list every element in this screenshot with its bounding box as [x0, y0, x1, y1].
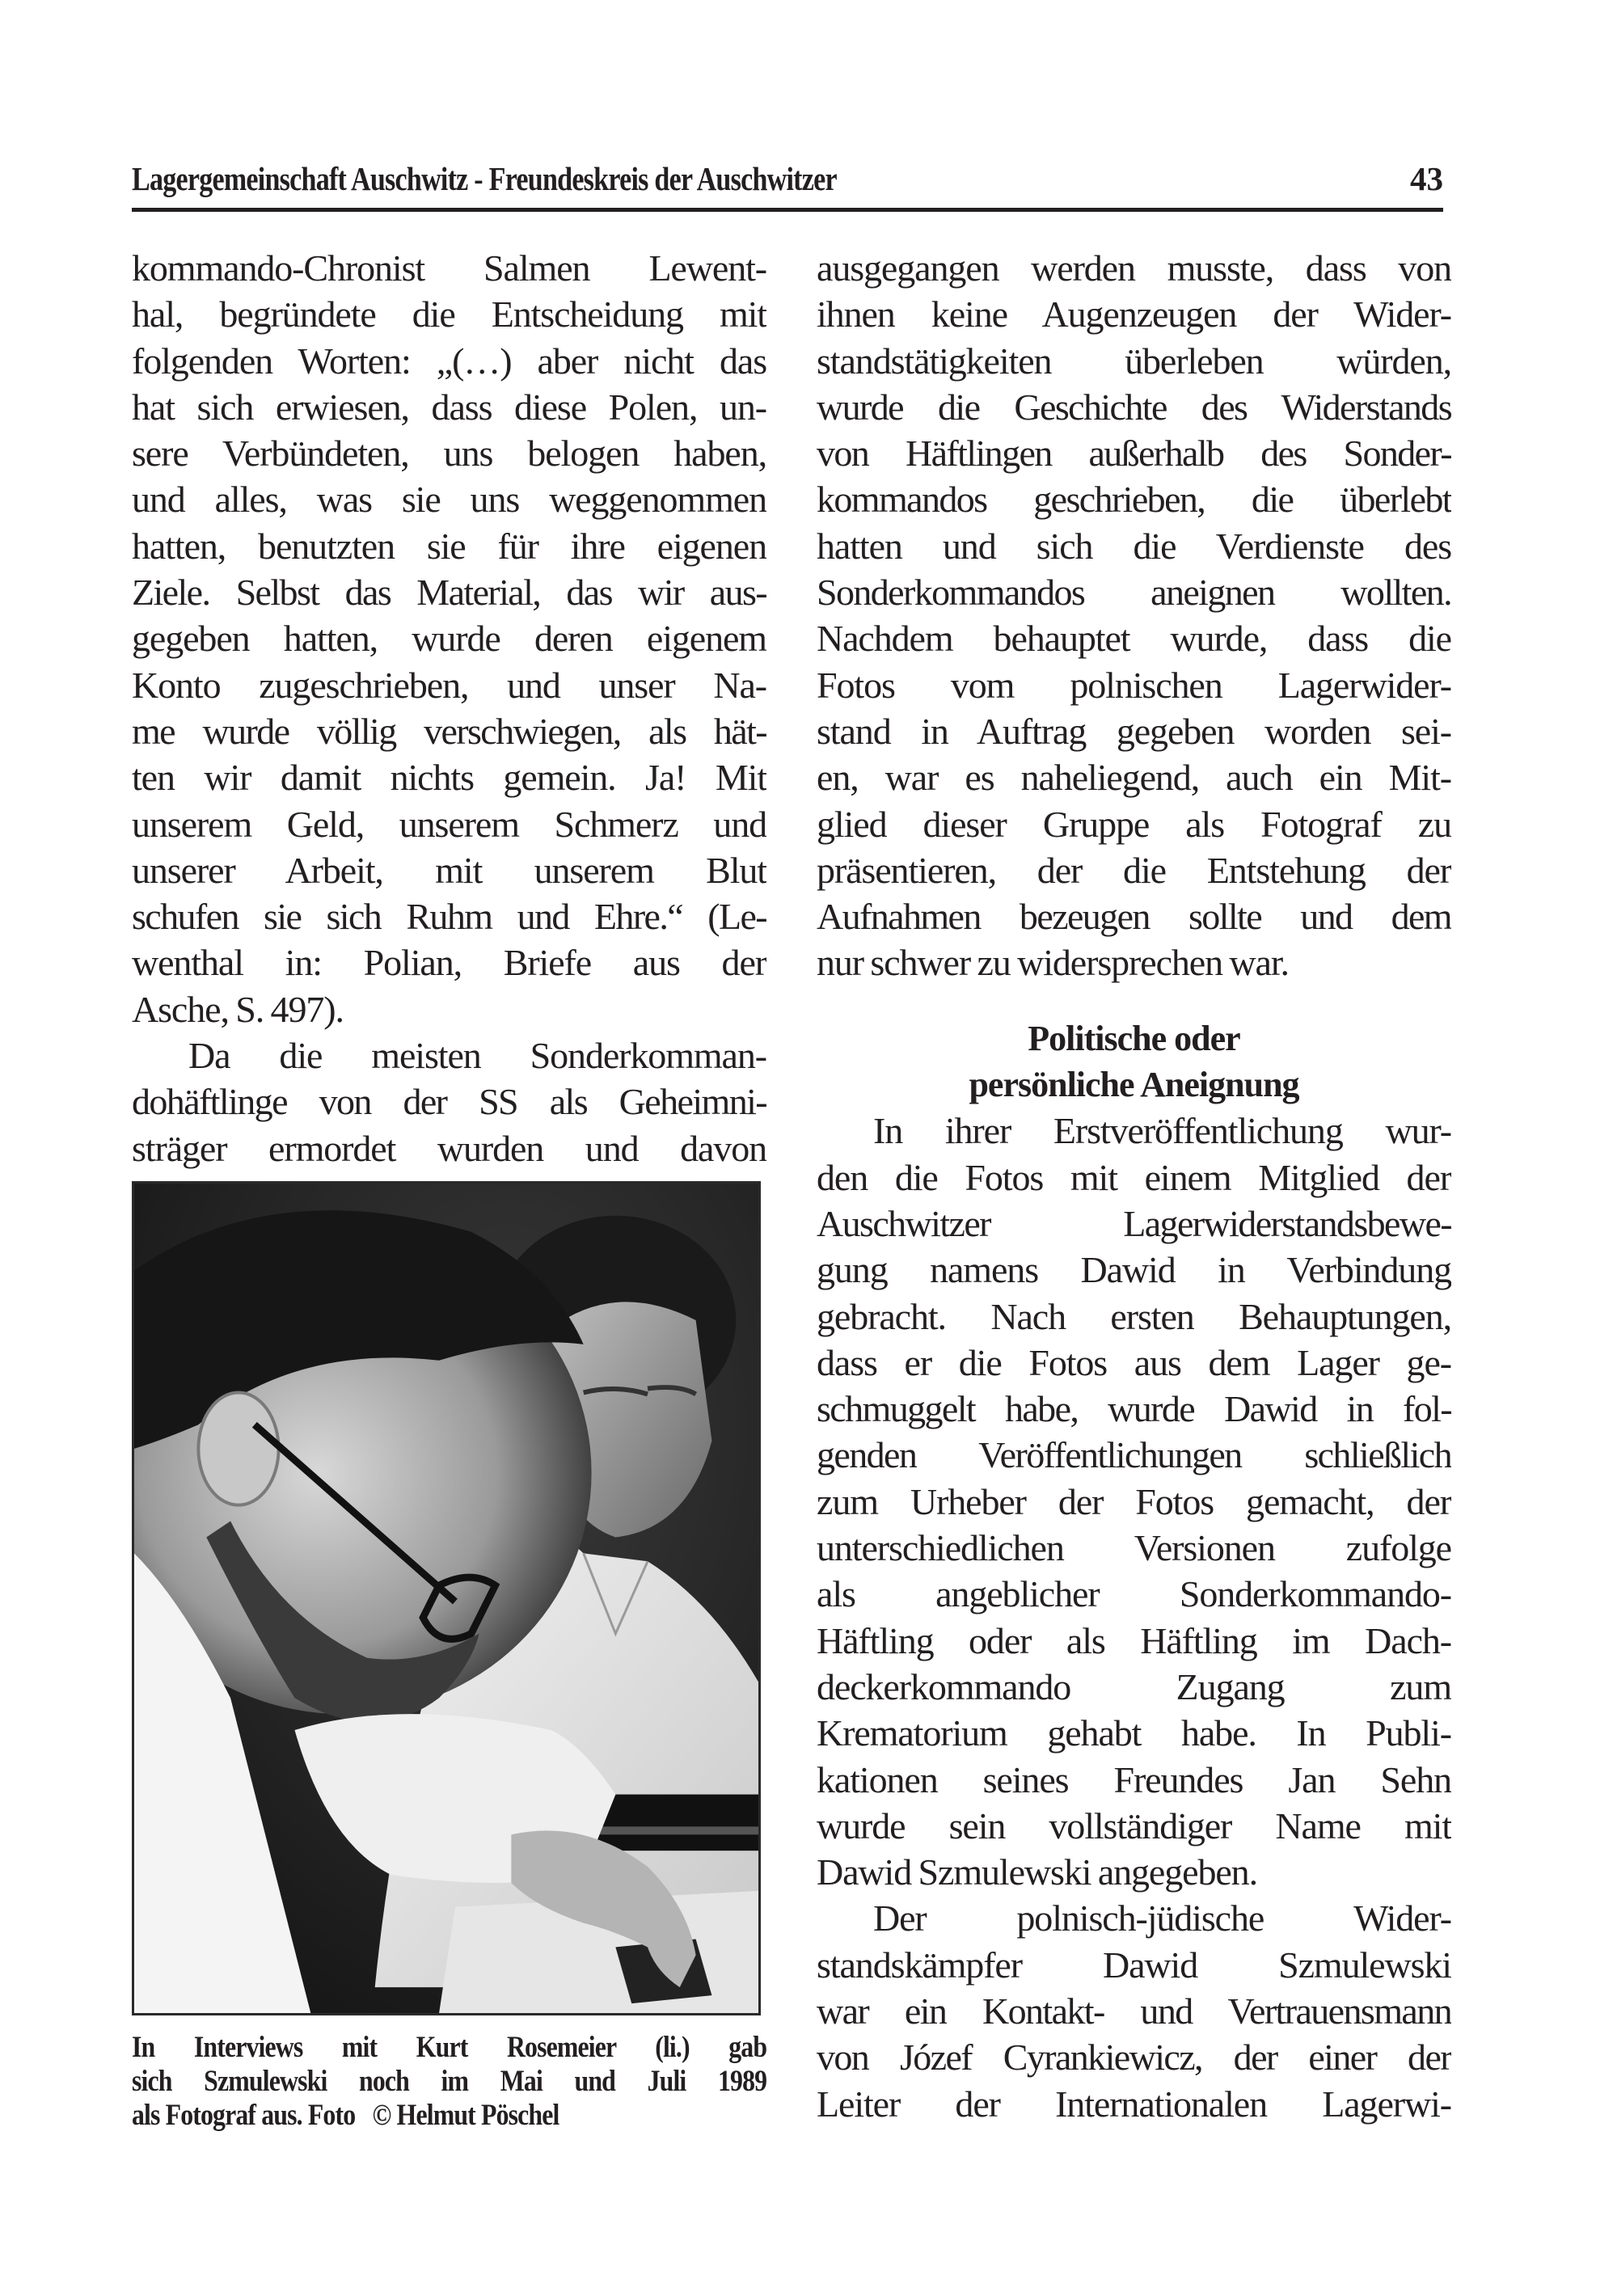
text-line: Sonderkommandos aneignen wollten.	[817, 572, 1451, 614]
text-line: kationen seines Freundes Jan Sehn	[817, 1758, 1451, 1800]
text-line: schmuggelt habe, wurde Dawid in fol-	[817, 1388, 1451, 1430]
text-line: Ziele. Selbst das Material, das wir aus-	[132, 572, 766, 614]
text-line: gegeben hatten, wurde deren eigenem	[132, 618, 766, 660]
caption-line: In Interviews mit Kurt Rosemeier (li.) gab	[132, 2031, 767, 2064]
text-line: Krematorium gehabt habe. In Publi-	[817, 1712, 1451, 1754]
text-line: Fotos vom polnischen Lagerwider-	[817, 664, 1451, 706]
header-rule	[132, 208, 1443, 212]
text-line: Nachdem behauptet wurde, dass die	[817, 618, 1451, 660]
text-line: folgenden Worten: „(…) aber nicht das	[132, 340, 766, 382]
text-line: und alles, was sie uns weggenommen	[132, 479, 766, 521]
text-line: schufen sie sich Ruhm und Ehre.“ (Le-	[132, 896, 766, 938]
text-line: ihnen keine Augenzeugen der Wider-	[817, 293, 1451, 336]
section-heading: persönliche Aneignung	[969, 1065, 1299, 1105]
photo-caption	[132, 2031, 766, 2133]
section-spacer	[817, 986, 1451, 1015]
text-line: glied dieser Gruppe als Fotograf zu	[817, 803, 1451, 845]
text-line: ten wir damit nichts gemein. Ja! Mit	[132, 757, 766, 799]
text-line: hatten, benutzten sie für ihre eigenen	[132, 525, 766, 567]
text-line: Konto zugeschrieben, und unser Na-	[132, 664, 766, 706]
text-line: Dawid Szmulewski angegeben.	[817, 1851, 1257, 1893]
text-line: von Häftlingen außerhalb des Sonder-	[817, 433, 1451, 475]
text-line: en, war es naheliegend, auch ein Mit-	[817, 757, 1451, 799]
text-line: sträger ermordet wurden und davon	[132, 1127, 766, 1169]
text-line: dass er die Fotos aus dem Lager ge-	[817, 1341, 1451, 1383]
text-line: dohäftlinge von der SS als Geheimni-	[132, 1081, 766, 1123]
text-line: stand in Auftrag gegeben worden sei-	[817, 710, 1451, 752]
text-line: deckerkommando Zugang zum	[817, 1665, 1451, 1707]
photo	[132, 1181, 761, 2015]
text-line: den die Fotos mit einem Mitglied der	[817, 1156, 1451, 1198]
text-line: ausgegangen werden musste, dass von	[817, 247, 1451, 289]
text-line: standskämpfer Dawid Szmulewski	[817, 1944, 1451, 1986]
text-line: sere Verbündeten, uns belogen haben,	[132, 433, 766, 475]
text-line: Häftling oder als Häftling im Dach-	[817, 1619, 1451, 1661]
text-line: wurde sein vollständiger Name mit	[817, 1804, 1451, 1847]
running-title: Lagergemeinschaft Auschwitz - Freundeskreis der Auschwitzer	[132, 160, 837, 197]
text-line: hal, begründete die Entscheidung mit	[132, 293, 766, 336]
text-line: wurde die Geschichte des Widerstands	[817, 386, 1451, 428]
text-line: als angeblicher Sonderkommando-	[817, 1573, 1451, 1615]
text-line: wenthal in: Polian, Briefe aus der	[132, 942, 766, 984]
text-line: Leiter der Internationalen Lagerwi-	[817, 2083, 1451, 2125]
text-line: war ein Kontakt- und Vertrauensmann	[817, 1990, 1451, 2032]
text-line: Der polnisch-jüdische Wider-	[873, 1897, 1451, 1939]
section-heading: Politische oder	[1028, 1018, 1240, 1058]
text-line: unterschiedlichen Versionen zufolge	[817, 1527, 1451, 1569]
text-line: Da die meisten Sonderkomman-	[188, 1035, 766, 1077]
text-line: präsentieren, der die Entstehung der	[817, 849, 1451, 891]
text-line: standstätigkeiten überleben würden,	[817, 340, 1451, 382]
running-header	[132, 158, 1443, 199]
text-line: unserer Arbeit, mit unserem Blut	[132, 849, 766, 891]
text-line: gebracht. Nach ersten Behauptungen,	[817, 1295, 1451, 1337]
text-line: kommando-Chronist Salmen Lewent-	[132, 247, 766, 289]
text-line: me wurde völlig verschwiegen, als hät-	[132, 710, 766, 752]
text-line: Aufnahmen bezeugen sollte und dem	[817, 896, 1451, 938]
text-line: von Józef Cyrankiewicz, der einer der	[817, 2036, 1451, 2079]
photo-image	[134, 1184, 758, 2013]
text-line: gung namens Dawid in Verbindung	[817, 1249, 1451, 1291]
right-column	[817, 245, 1451, 2127]
caption-line: sich Szmulewski noch im Mai und Juli 1989	[132, 2065, 767, 2098]
text-line: Asche, S. 497).	[132, 988, 344, 1030]
text-line: unserem Geld, unserem Schmerz und	[132, 803, 766, 845]
text-line: hat sich erwiesen, dass diese Polen, un-	[132, 386, 766, 428]
caption-line: als Fotograf aus. Foto © Helmut Pöschel	[132, 2099, 559, 2132]
text-line: kommandos geschrieben, die überlebt	[817, 479, 1451, 521]
text-line: zum Urheber der Fotos gemacht, der	[817, 1480, 1451, 1522]
text-line: In ihrer Erstveröffentlichung wur-	[873, 1110, 1451, 1152]
left-column	[132, 245, 766, 1171]
text-line: hatten und sich die Verdienste des	[817, 525, 1451, 567]
text-line: Auschwitzer Lagerwiderstandsbewe-	[817, 1202, 1451, 1244]
page-number: 43	[1410, 160, 1443, 197]
text-line: genden Veröffentlichungen schließlich	[817, 1434, 1451, 1476]
text-line: nur schwer zu widersprechen war.	[817, 942, 1289, 984]
